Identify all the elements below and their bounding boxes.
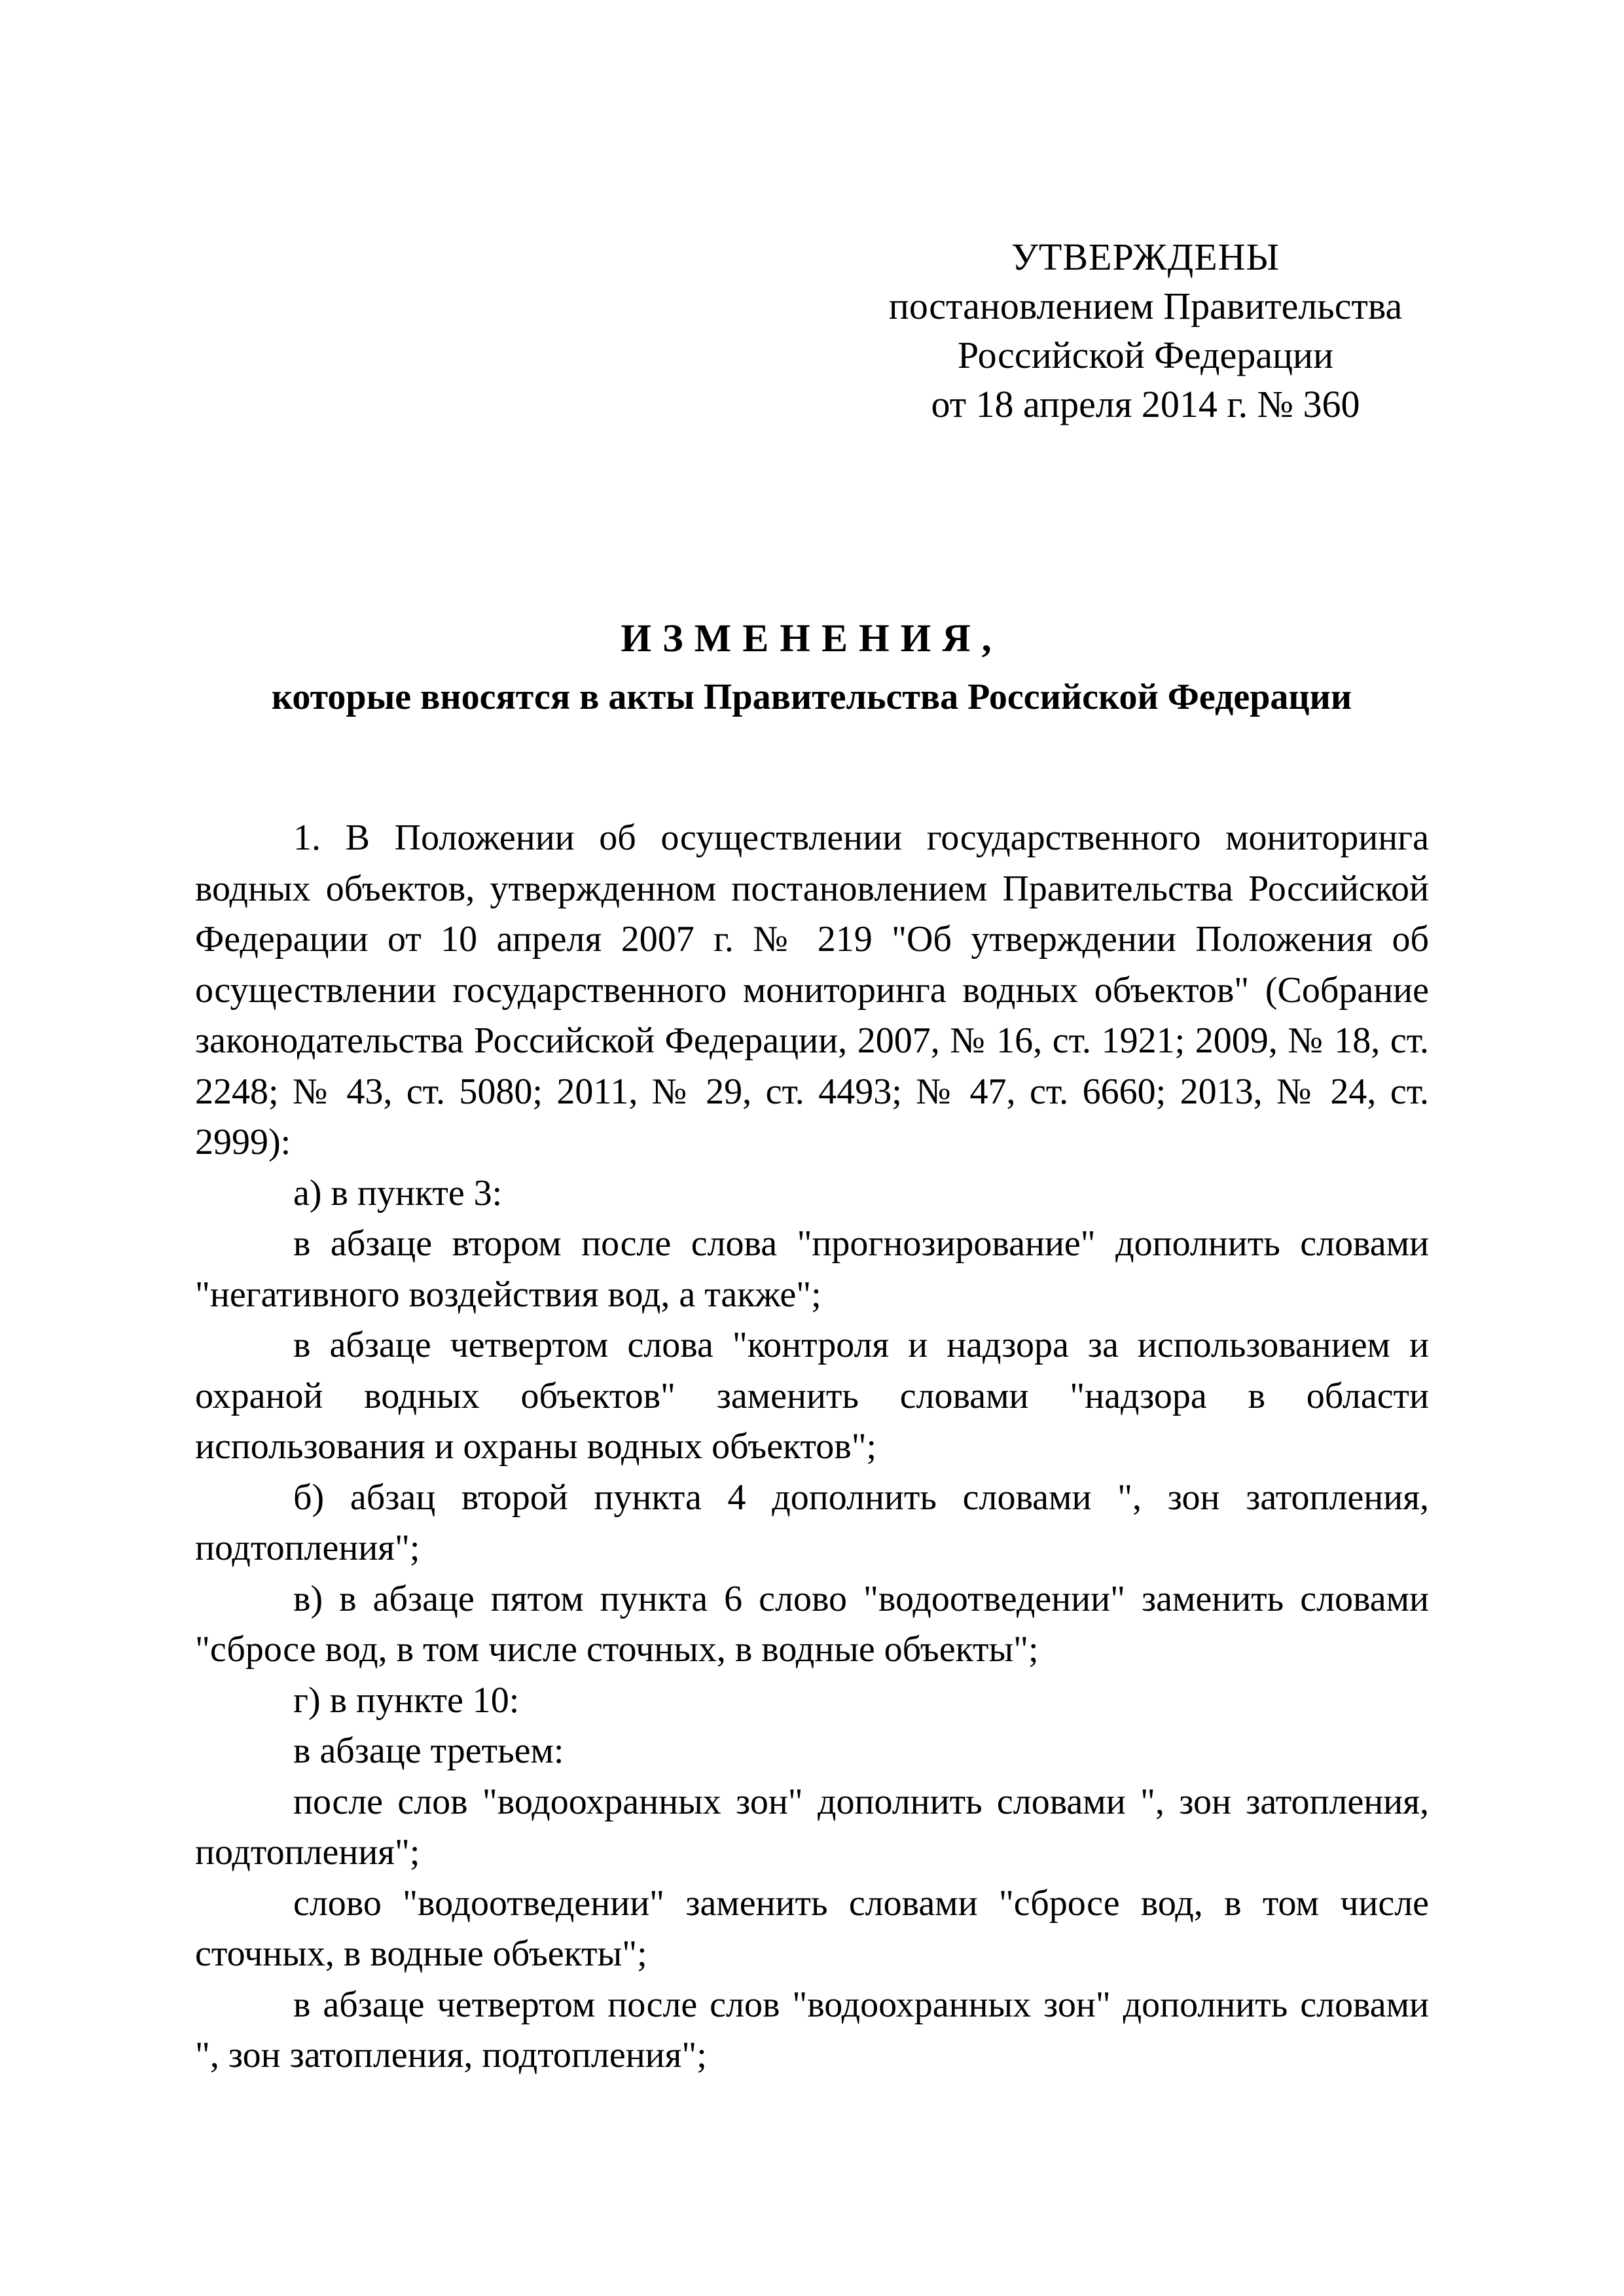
paragraph-3: в абзаце втором после слова "прогнозирование" дополнить словами "негативного воздействия вод, а также";	[195, 1223, 1429, 1315]
paragraph-11: в абзаце четвертом после слов "водоохранных зон" дополнить словами ", зон затопления, подтопления";	[195, 1984, 1429, 2075]
paragraph-10: слово "водоотведении" заменить словами "сбросе вод, в том числе сточных, в водные объекты";	[195, 1882, 1429, 1974]
approval-line-1: постановлением Правительства	[888, 285, 1403, 327]
paragraph-8: в абзаце третьем:	[293, 1731, 564, 1771]
document-subtitle: которые вносятся в акты Правительства Российской Федерации	[271, 677, 1352, 717]
approval-line-2: Российской Федерации	[957, 334, 1334, 376]
document-heading	[196, 612, 1427, 723]
paragraph-7: г) в пункте 10:	[293, 1679, 520, 1721]
paragraph-1: 1. В Положении об осуществлении государственного мониторинга водных объектов, утвержденном постановлением Правительства Российской Федерации от 10 апреля 2007 г. № 219 "Об утверждении Положения об осуществлении государственного мониторинга водных объектов" (Собрание законодательства Российской Федерации, 2007, № 16, ст. 1921; 2009, № 18, ст. 2248; № 43, ст. 5080; 2011, № 29, ст. 4493; № 47, ст. 6660; 2013, № 24, ст. 2999):	[195, 817, 1429, 1162]
paragraph-5: б) абзац второй пункта 4 дополнить словами ", зон затопления, подтопления";	[195, 1477, 1429, 1568]
paragraph-4: в абзаце четвертом слова "контроля и надзора за использованием и охраной водных объектов" заменить словами "надзора в области использования и охраны водных объектов";	[195, 1325, 1429, 1467]
paragraph-2: а) в пункте 3:	[293, 1172, 503, 1213]
approval-title: УТВЕРЖДЕНЫ	[1011, 236, 1280, 278]
document-title: ИЗМЕНЕНИЯ,	[621, 617, 1003, 660]
document-body	[195, 813, 1429, 2081]
approval-stamp	[851, 232, 1440, 429]
approval-line-3: от 18 апреля 2014 г. № 360	[931, 383, 1360, 425]
paragraph-9: после слов "водоохранных зон" дополнить словами ", зон затопления, подтопления";	[195, 1781, 1429, 1873]
paragraph-6: в) в абзаце пятом пункта 6 слово "водоотведении" заменить словами "сбросе вод, в том числе сточных, в водные объекты";	[195, 1578, 1429, 1670]
